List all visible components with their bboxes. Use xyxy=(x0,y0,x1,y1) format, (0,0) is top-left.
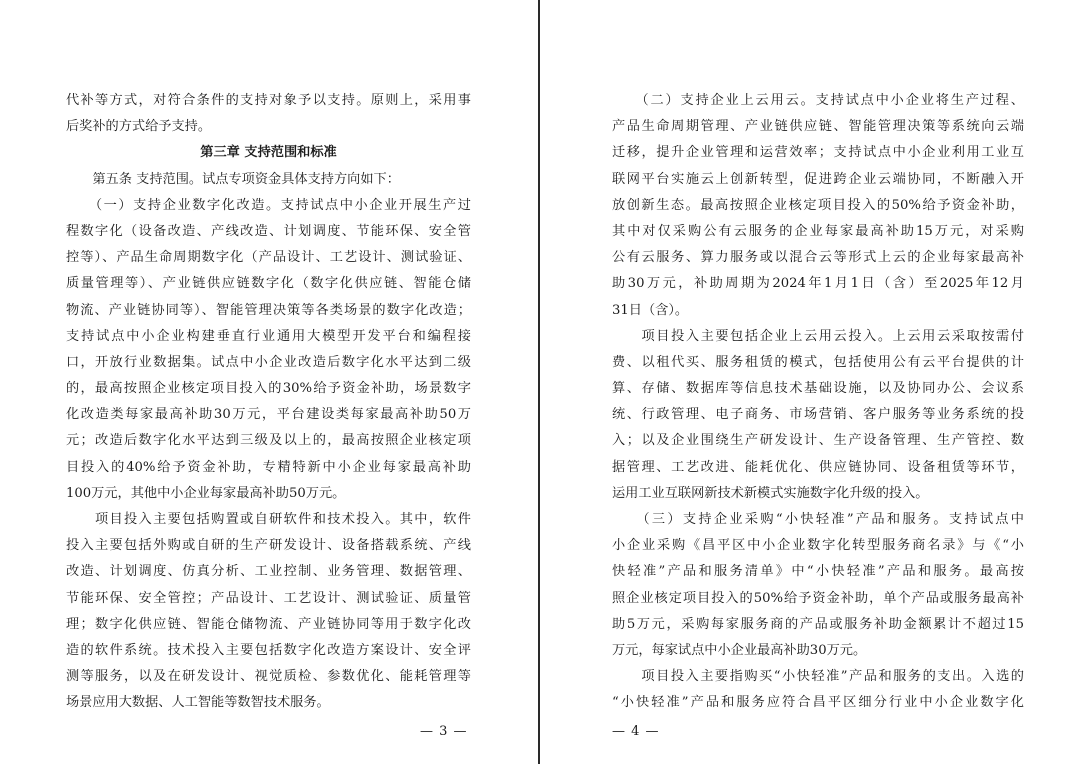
text-line: 测等服务，以及在研发设计、视觉质检、参数优化、能耗管理等 xyxy=(66,669,471,685)
text-line: 质量管理等）、产业链供应链数字化（数字化供应链、智能仓储 xyxy=(66,276,471,292)
text-line: 万元，每家试点中小企业最高补助30万元。 xyxy=(612,642,867,658)
text-line: 物流、产业链协同等）、智能管理决策等各类场景的数字化改造； xyxy=(66,302,471,318)
text-line: 投入主要包括外购或自研的生产研发设计、设备搭载系统、产线 xyxy=(66,538,471,554)
text-line: 项目投入主要包括企业上云用云投入。上云用云采取按需付 xyxy=(612,328,1024,344)
text-line: 理；数字化供应链、智能仓储物流、产业链协同等用于数字化改 xyxy=(66,616,471,632)
text-line: （三）支持企业采购“小快轻准”产品和服务。支持试点中 xyxy=(612,512,1024,527)
text-line: 第五条 支持范围。试点专项资金具体支持方向如下： xyxy=(66,171,400,187)
page-divider xyxy=(538,0,540,764)
text-line: 产品生命周期管理、产业链供应链、智能管理决策等系统向云端 xyxy=(612,119,1024,135)
text-line: 统、行政管理、电子商务、市场营销、客户服务等业务系统的投 xyxy=(612,407,1024,423)
text-line: 造的软件系统。技术投入主要包括数字化改造方案设计、安全评 xyxy=(66,642,471,658)
left-page xyxy=(0,0,538,764)
text-line: 代补等方式，对符合条件的支持对象予以支持。原则上，采用事 xyxy=(66,93,471,108)
text-line: 助5万元，采购每家服务商的产品或服务补助金额累计不超过15 xyxy=(612,616,1024,632)
text-line: 助30万元，补助周期为2024年1月1日（含）至2025年12月 xyxy=(612,276,1024,292)
page-number: — 3 — xyxy=(420,724,468,739)
text-line: 改造、计划调度、仿真分析、工业控制、业务管理、数据管理、 xyxy=(66,564,471,580)
text-line: 化改造类每家最高补助30万元，平台建设类每家最高补助50万 xyxy=(66,407,471,423)
text-line: 目投入的40%给予资金补助，专精特新中小企业每家最高补助 xyxy=(66,459,471,475)
text-line: 据管理、工艺改进、能耗优化、供应链协同、设备租赁等环节， xyxy=(612,459,1024,475)
text-line: 费、以租代买、服务租赁的模式，包括使用公有云平台提供的计 xyxy=(612,354,1024,370)
text-line: 元；改造后数字化水平达到三级及以上的，最高按照企业核定项 xyxy=(66,433,471,449)
text-line: （二）支持企业上云用云。支持试点中小企业将生产过程、 xyxy=(612,93,1024,108)
text-line: 支持试点中小企业构建垂直行业通用大模型开发平台和编程接 xyxy=(66,328,471,344)
text-line: 入；以及企业围绕生产研发设计、生产设备管理、生产管控、数 xyxy=(612,433,1024,449)
text-line: 项目投入主要指购买“小快轻准”产品和服务的支出。入选的 xyxy=(612,669,1024,685)
text-line: 运用工业互联网新技术新模式实施数字化升级的投入。 xyxy=(612,485,929,501)
text-line: 后奖补的方式给予支持。 xyxy=(66,119,212,135)
text-line: “小快轻准”产品和服务应符合昌平区细分行业中小企业数字化 xyxy=(612,695,1024,711)
text-line: 小企业采购《昌平区中小企业数字化转型服务商名录》与《“小 xyxy=(612,538,1024,554)
text-line: 31日（含）。 xyxy=(612,302,689,318)
text-line: 快轻准”产品和服务清单》中“小快轻准”产品和服务。最高按 xyxy=(612,564,1024,580)
text-line: 项目投入主要包括购置或自研软件和技术投入。其中，软件 xyxy=(66,512,471,527)
text-line: 100万元，其他中小企业每家最高补助50万元。 xyxy=(66,485,346,501)
text-line: 放创新生态。最高按照企业核定项目投入的50%给予资金补助， xyxy=(612,197,1024,213)
left-page-body xyxy=(66,88,471,717)
text-line: 照企业核定项目投入的50%给予资金补助，单个产品或服务最高补 xyxy=(612,590,1024,606)
text-line: 程数字化（设备改造、产线改造、计划调度、节能环保、安全管 xyxy=(66,223,471,239)
right-page-body xyxy=(612,88,1024,717)
page-number: — 4 — xyxy=(612,724,660,739)
right-page xyxy=(542,0,1080,764)
text-line: 节能环保、安全管控；产品设计、工艺设计、测试验证、质量管 xyxy=(66,590,471,606)
text-line: 迁移，提升企业管理和运营效率；支持试点中小企业利用工业互 xyxy=(612,145,1024,161)
text-line: 的，最高按照企业核定项目投入的30%给予资金补助，场景数字 xyxy=(66,381,471,397)
text-line: （一）支持企业数字化改造。支持试点中小企业开展生产过 xyxy=(66,197,471,213)
text-line: 算、存储、数据库等信息技术基础设施，以及协同办公、会议系 xyxy=(612,381,1024,397)
text-line: 口，开放行业数据集。试点中小企业改造后数字化水平达到二级 xyxy=(66,354,471,370)
text-line: 控等）、产品生命周期数字化（产品设计、工艺设计、测试验证、 xyxy=(66,250,471,266)
text-line: 场景应用大数据、人工智能等数智技术服务。 xyxy=(66,695,330,711)
text-line: 联网平台实施云上创新转型，促进跨企业云端协同，不断融入开 xyxy=(612,171,1024,187)
text-line: 公有云服务、算力服务或以混合云等形式上云的企业每家最高补 xyxy=(612,250,1024,266)
text-line: 其中对仅采购公有云服务的企业每家最高补助15万元，对采购 xyxy=(612,223,1024,239)
chapter-heading: 第三章 支持范围和标准 xyxy=(200,145,337,161)
